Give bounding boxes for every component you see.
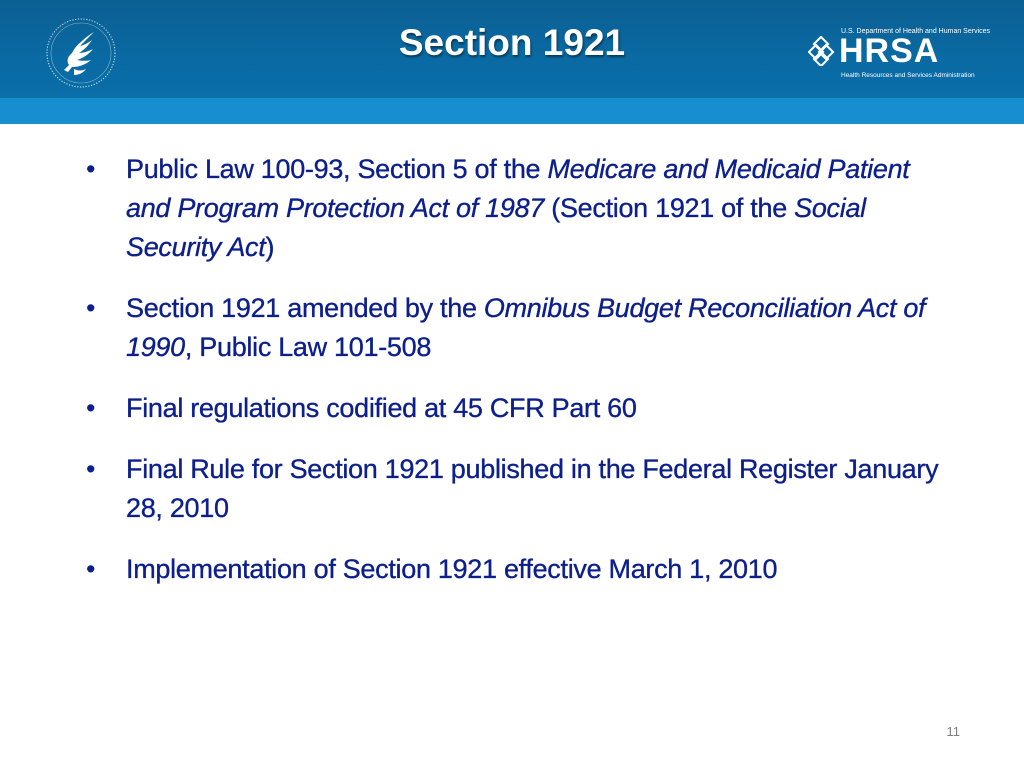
- bullet-dot-icon: •: [86, 154, 96, 184]
- bullet-dot-icon: •: [86, 393, 96, 423]
- hrsa-department-text: U.S. Department of Health and Human Services: [841, 28, 991, 35]
- bullet-item: [86, 389, 946, 428]
- hrsa-wordmark: HRSA: [839, 32, 940, 70]
- bullet-item: [86, 550, 946, 589]
- bullet-item: [86, 450, 946, 528]
- bullet-list: [86, 150, 946, 611]
- bullet-text: [126, 450, 946, 528]
- bullet-dot-icon: •: [86, 454, 96, 484]
- bullet-text-segment: Final regulations codified at 45 CFR Part 60: [126, 393, 637, 423]
- hrsa-logo: [808, 28, 991, 86]
- bullet-text-segment: Public Law 100-93, Section 5 of the: [126, 154, 548, 184]
- bullet-text-segment: Implementation of Section 1921 effective March 1, 2010: [126, 554, 778, 584]
- bullet-text-segment: Section 1921 amended by the: [126, 293, 484, 323]
- bullet-text-segment: (Section 1921 of the: [544, 193, 795, 223]
- bullet-item: [86, 150, 946, 267]
- header-stripe: [0, 98, 1024, 124]
- bullet-text-segment: Final Rule for Section 1921 published in the Federal Register January 28, 2010: [126, 454, 939, 523]
- bullet-text: [126, 289, 946, 367]
- bullet-text-italic: Social Security Act: [126, 193, 866, 262]
- bullet-item: [86, 289, 946, 367]
- bullet-text: [126, 550, 946, 589]
- bullet-text-segment: ): [265, 232, 275, 262]
- page-number: 11: [946, 724, 960, 739]
- bullet-dot-icon: •: [86, 293, 96, 323]
- bullet-dot-icon: •: [86, 554, 96, 584]
- bullet-text: [126, 150, 946, 267]
- bullet-text-segment: , Public Law 101-508: [184, 332, 432, 362]
- hrsa-tagline: Health Resources and Services Administration: [841, 72, 975, 79]
- bullet-text-italic: Medicare and Medicaid Patient and Program Protection Act of 1987: [126, 154, 910, 223]
- hrsa-diamond-icon: [808, 36, 838, 66]
- bullet-text: [126, 389, 946, 428]
- bullet-text-italic: Omnibus Budget Reconciliation Act of 1990: [126, 293, 926, 362]
- slide-title: Section 1921: [398, 22, 626, 63]
